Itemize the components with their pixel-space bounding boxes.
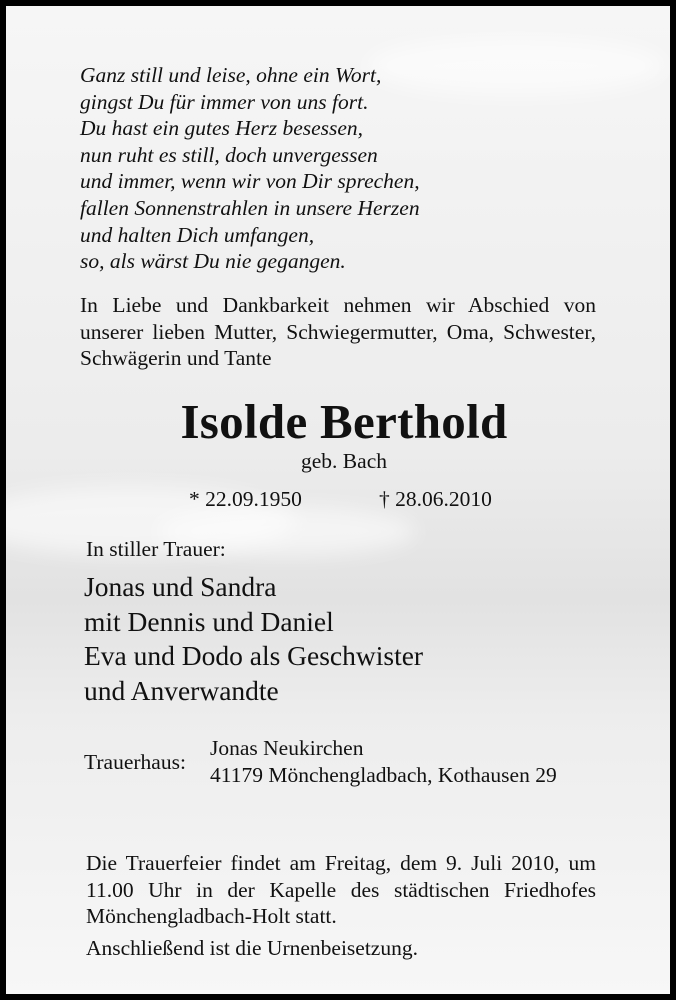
poem-line: gingst Du für immer von uns fort. <box>80 89 369 114</box>
house-of-mourning-name: Jonas Neukirchen <box>210 736 364 760</box>
house-of-mourning-label: Trauerhaus: <box>84 750 186 774</box>
death-date: † 28.06.2010 <box>379 487 492 511</box>
urn-burial-info: Anschließend ist die Urnenbeisetzung. <box>86 936 418 960</box>
poem <box>80 62 620 275</box>
poem-line: und immer, wenn wir von Dir sprechen, <box>80 169 420 194</box>
house-of-mourning-address <box>210 735 557 789</box>
poem-line: und halten Dich umfangen, <box>80 222 315 247</box>
poem-line: Ganz still und leise, ohne ein Wort, <box>80 63 382 87</box>
deceased-name: Isolde Berthold <box>180 394 508 449</box>
mourners-list <box>84 570 423 708</box>
poem-line: fallen Sonnenstrahlen in unsere Herzen <box>80 195 420 220</box>
birth-date: * 22.09.1950 <box>189 487 302 511</box>
farewell-intro: In Liebe und Dankbarkeit nehmen wir Abschied von unserer lieben Mutter, Schwiegermutter, Oma, Schwester, Schwägerin und Tante <box>80 293 596 370</box>
mourner-line: Eva und Dodo als Geschwister <box>84 640 424 671</box>
poem-line: nun ruht es still, doch unvergessen <box>80 142 378 167</box>
house-of-mourning-street: 41179 Mönchengladbach, Kothausen 29 <box>210 763 557 787</box>
poem-line: so, als wärst Du nie gegangen. <box>80 249 346 274</box>
mourner-line: und Anverwandte <box>84 674 279 706</box>
poem-line: Du hast ein gutes Herz besessen, <box>80 116 364 141</box>
maiden-name: geb. Bach <box>301 449 387 473</box>
mourners-label: In stiller Trauer: <box>86 537 226 561</box>
mourner-line: Jonas und Sandra <box>84 571 277 602</box>
mourner-line: mit Dennis und Daniel <box>84 605 334 637</box>
ceremony-info: Die Trauerfeier findet am Freitag, dem 9. Juli 2010, um 11.00 Uhr in der Kapelle des städtischen Friedhofes Mönchengladbach-Holt statt. <box>86 851 596 928</box>
